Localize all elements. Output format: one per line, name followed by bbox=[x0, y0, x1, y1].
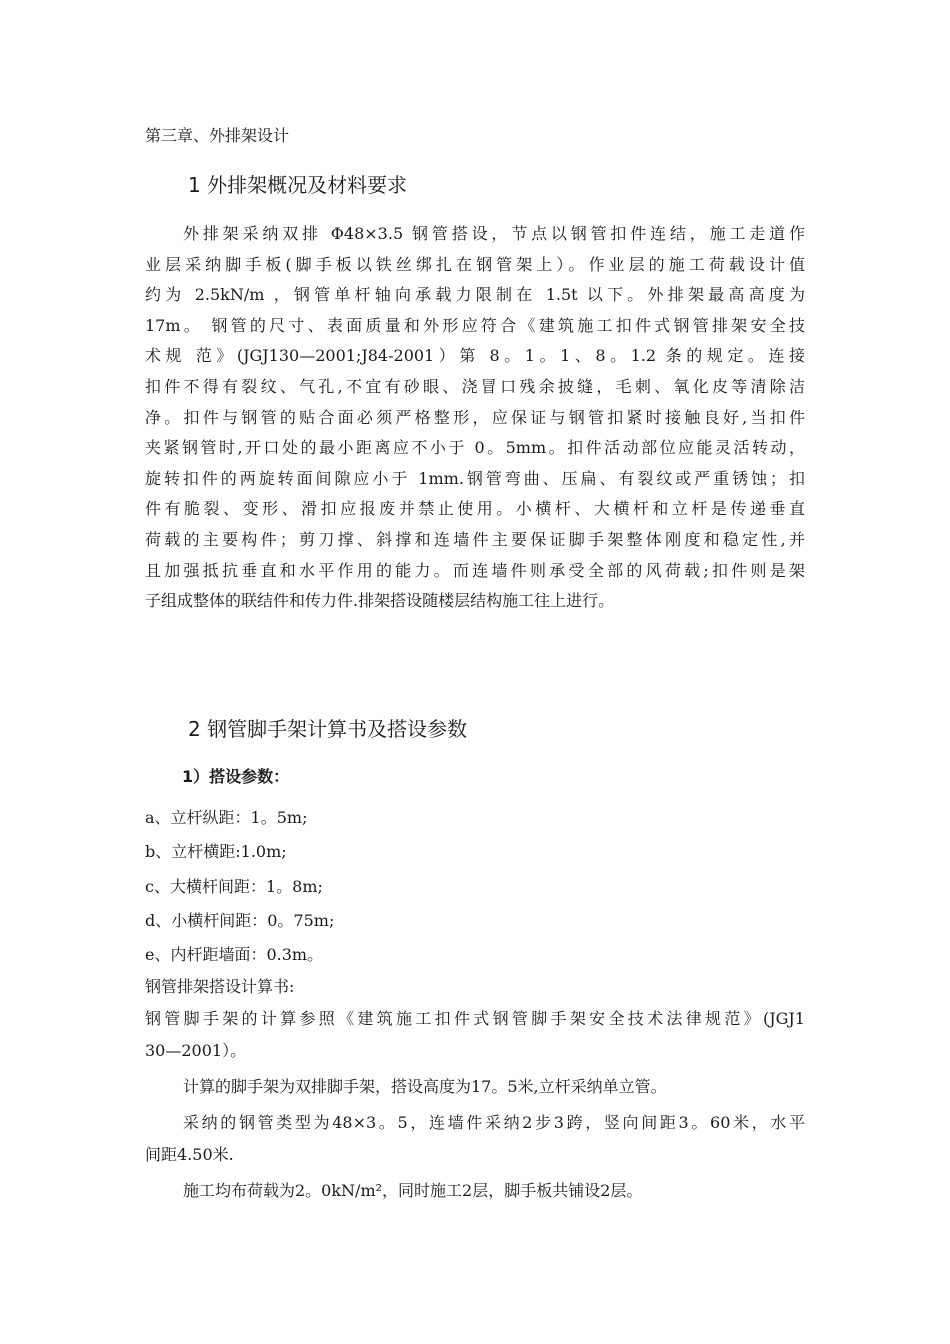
section-2-heading: 2 钢管脚手架计算书及搭设参数 bbox=[188, 717, 468, 741]
setup-params-list bbox=[145, 801, 805, 972]
paragraph-line: 净。扣件与钢管的贴合面必须严格整形，应保证与钢管扣紧时接触良好,当扣件 bbox=[145, 407, 805, 427]
calc-line: 采纳的钢管类型为48×3。5，连墙件采纳2步3跨，竖向间距3。60米，水平 bbox=[183, 1113, 805, 1132]
chapter-title: 第三章、外排架设计 bbox=[145, 126, 290, 145]
paragraph-line: 夹紧钢管时,开口处的最小距离应不小于 0。5mm。扣件活动部位应能灵活转动， bbox=[145, 438, 805, 458]
paragraph-line: 业层采纳脚手板(脚手板以铁丝绑扎在钢管架上）。作业层的施工荷载设计值 bbox=[145, 254, 805, 274]
list-item: a、立杆纵距：1。5m; bbox=[145, 808, 308, 827]
paragraph-line: 子组成整体的联结件和传力件.排架搭设随楼层结构施工往上进行。 bbox=[145, 591, 615, 611]
calc-section bbox=[145, 971, 805, 1207]
paragraph-line: 且加强抵抗垂直和水平作用的能力。而连墙件则承受全部的风荷载;扣件则是架 bbox=[145, 560, 805, 580]
paragraph-line: 荷载的主要构件；剪刀撑、斜撑和连墙件主要保证脚手架整体刚度和稳定性,并 bbox=[145, 529, 805, 549]
paragraph-line: 件有脆裂、变形、滑扣应报废并禁止使用。小横杆、大横杆和立杆是传递垂直 bbox=[145, 499, 805, 519]
paragraph-line: 扣件不得有裂纹、气孔,不宜有砂眼、浇冒口残余披缝，毛刺、氧化皮等清除洁 bbox=[145, 376, 805, 396]
setup-params-heading: 1）搭设参数： bbox=[182, 767, 290, 786]
list-item: b、立杆横距:1.0m; bbox=[145, 842, 287, 862]
calc-reference-line: 30—2001）。 bbox=[145, 1041, 247, 1060]
paragraph-line: 外排架采纳双排 Φ48×3.5 钢管搭设，节点以钢管扣件连结，施工走道作 bbox=[183, 224, 805, 243]
calc-line: 间距4.50米. bbox=[145, 1145, 234, 1164]
calc-line: 施工均布荷载为2。0kN/m²，同时施工2层，脚手板共铺设2层。 bbox=[183, 1181, 643, 1200]
calc-title: 钢管排架搭设计算书: bbox=[145, 977, 295, 996]
calc-reference-line: 钢管脚手架的计算参照《建筑施工扣件式钢管脚手架安全技术法律规范》(JGJ1 bbox=[145, 1009, 805, 1028]
paragraph-line: 旋转扣件的两旋转面间隙应小于 1mm.钢管弯曲、压扁、有裂纹或严重锈蚀；扣 bbox=[145, 468, 805, 488]
list-item: d、小横杆间距：0。75m; bbox=[145, 910, 335, 930]
paragraph-line: 17m。 钢管的尺寸、表面质量和外形应符合《建筑施工扣件式钢管排架安全技 bbox=[145, 315, 805, 335]
calc-line: 计算的脚手架为双排脚手架，搭设高度为17。5米,立杆采纳单立管。 bbox=[183, 1077, 667, 1096]
list-item: c、大横杆间距：1。8m; bbox=[145, 876, 323, 896]
section-1-heading: 1 外排架概况及材料要求 bbox=[188, 173, 408, 197]
section-1-paragraph bbox=[145, 219, 805, 617]
paragraph-line: 约为 2.5kN/m ，钢管单杆轴向承载力限制在 1.5t 以下。外排架最高高度为 bbox=[145, 285, 805, 305]
list-item: e、内杆距墙面：0.3m。 bbox=[145, 945, 324, 965]
paragraph-line: 术规 范》(JGJ130—2001;J84-2001）第 8。1。1、8。1.2 条的规定。连接 bbox=[145, 346, 805, 366]
